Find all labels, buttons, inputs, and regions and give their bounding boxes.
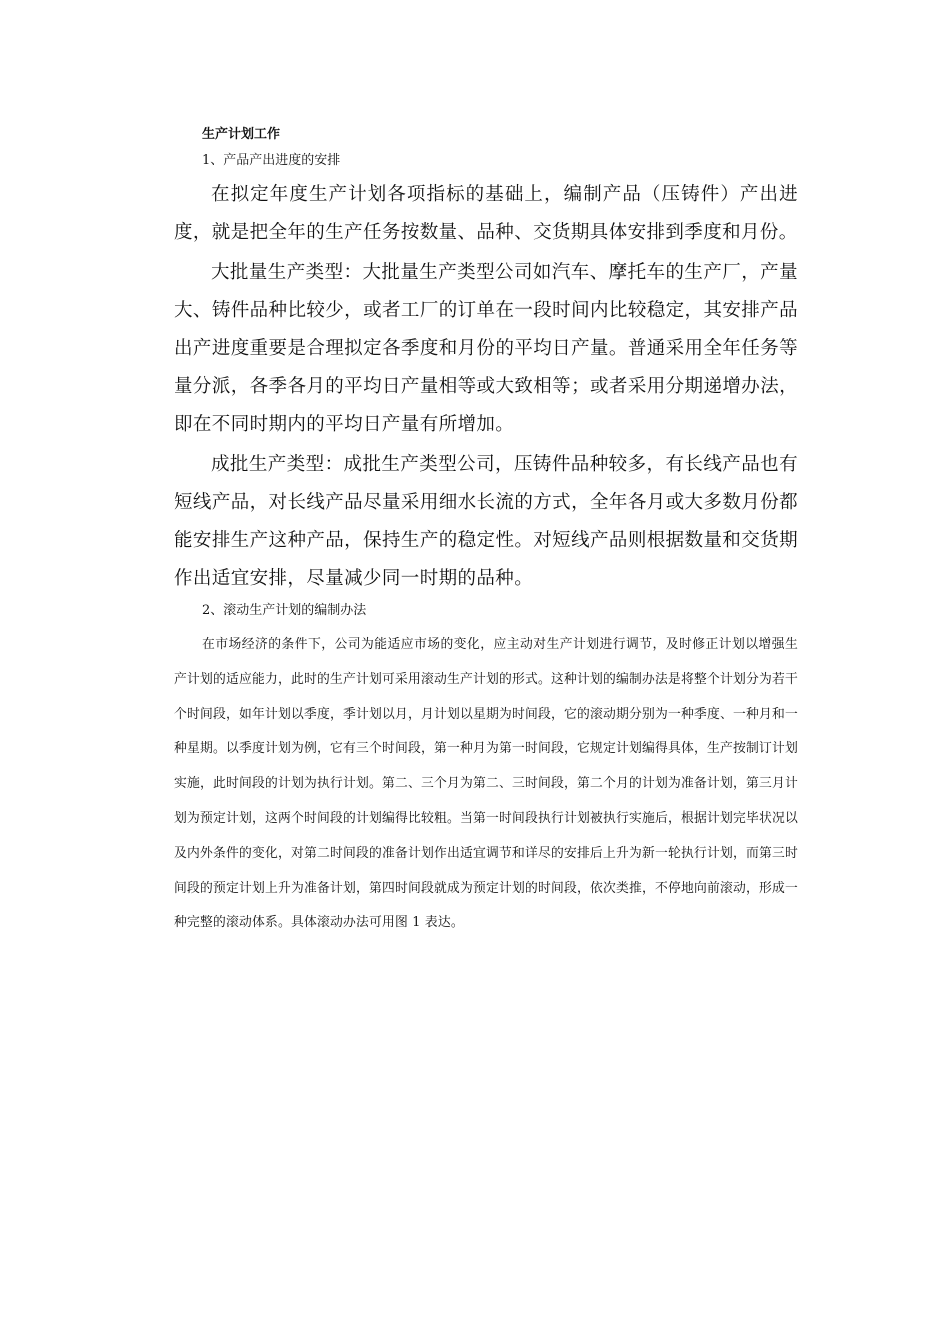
section-heading-2: 2、滚动生产计划的编制办法 (202, 603, 367, 618)
paragraph: 在市场经济的条件下，公司为能适应市场的变化，应主动对生产计划进行调节，及时修正计划以增强生产计划的适应能力，此时的生产计划可采用滚动生产计划的形式。这种计划的编制办法是将整个计划分为若干个时间段，如年计划以季度，季计划以月，月计划以星期为时间段，它的滚动期分别为一种季度、一种月和一种星期。以季度计划为例，它有三个时间段，第一种月为第一时间段，它规定计划编得具体，生产按制订计划实施，此时间段的计划为执行计划。第二、三个月为第二、三时间段，第二个月的计划为准备计划，第三月计划为预定计划，这两个时间段的计划编得比较粗。当第一时间段执行计划被执行实施后，根据计划完毕状况以及内外条件的变化，对第二时间段的准备计划作出适宜调节和详尽的安排后上升为新一轮执行计划，而第三时间段的预定计划上升为准备计划，第四时间段就成为预定计划的时间段，依次类推，不停地向前滚动，形成一种完整的滚动体系。具体滚动办法可用图 1 表达。 (174, 637, 798, 931)
paragraph: 大批量生产类型：大批量生产类型公司如汽车、摩托车的生产厂，产量大、铸件品种比较少，或者工厂的订单在一段时间内比较稳定，其安排产品出产进度重要是合理拟定各季度和月份的平均日产量。普通采用全年任务等量分派，各季各月的平均日产量相等或大致相等；或者采用分期递增办法，即在不同时期内的平均日产量有所增加。 (174, 262, 798, 435)
paragraph: 在拟定年度生产计划各项指标的基础上，编制产品（压铸件）产出进度，就是把全年的生产任务按数量、品种、交货期具体安排到季度和月份。 (174, 184, 798, 243)
paragraph: 成批生产类型：成批生产类型公司，压铸件品种较多，有长线产品也有短线产品，对长线产品尽量采用细水长流的方式，全年各月或大多数月份都能安排生产这种产品，保持生产的稳定性。对短线产品则根据数量和交货期作出适宜安排，尽量减少同一时期的品种。 (174, 454, 798, 589)
section-heading-1: 1、产品产出进度的安排 (202, 153, 341, 168)
document-title: 生产计划工作 (202, 127, 281, 142)
document-body (174, 124, 798, 941)
